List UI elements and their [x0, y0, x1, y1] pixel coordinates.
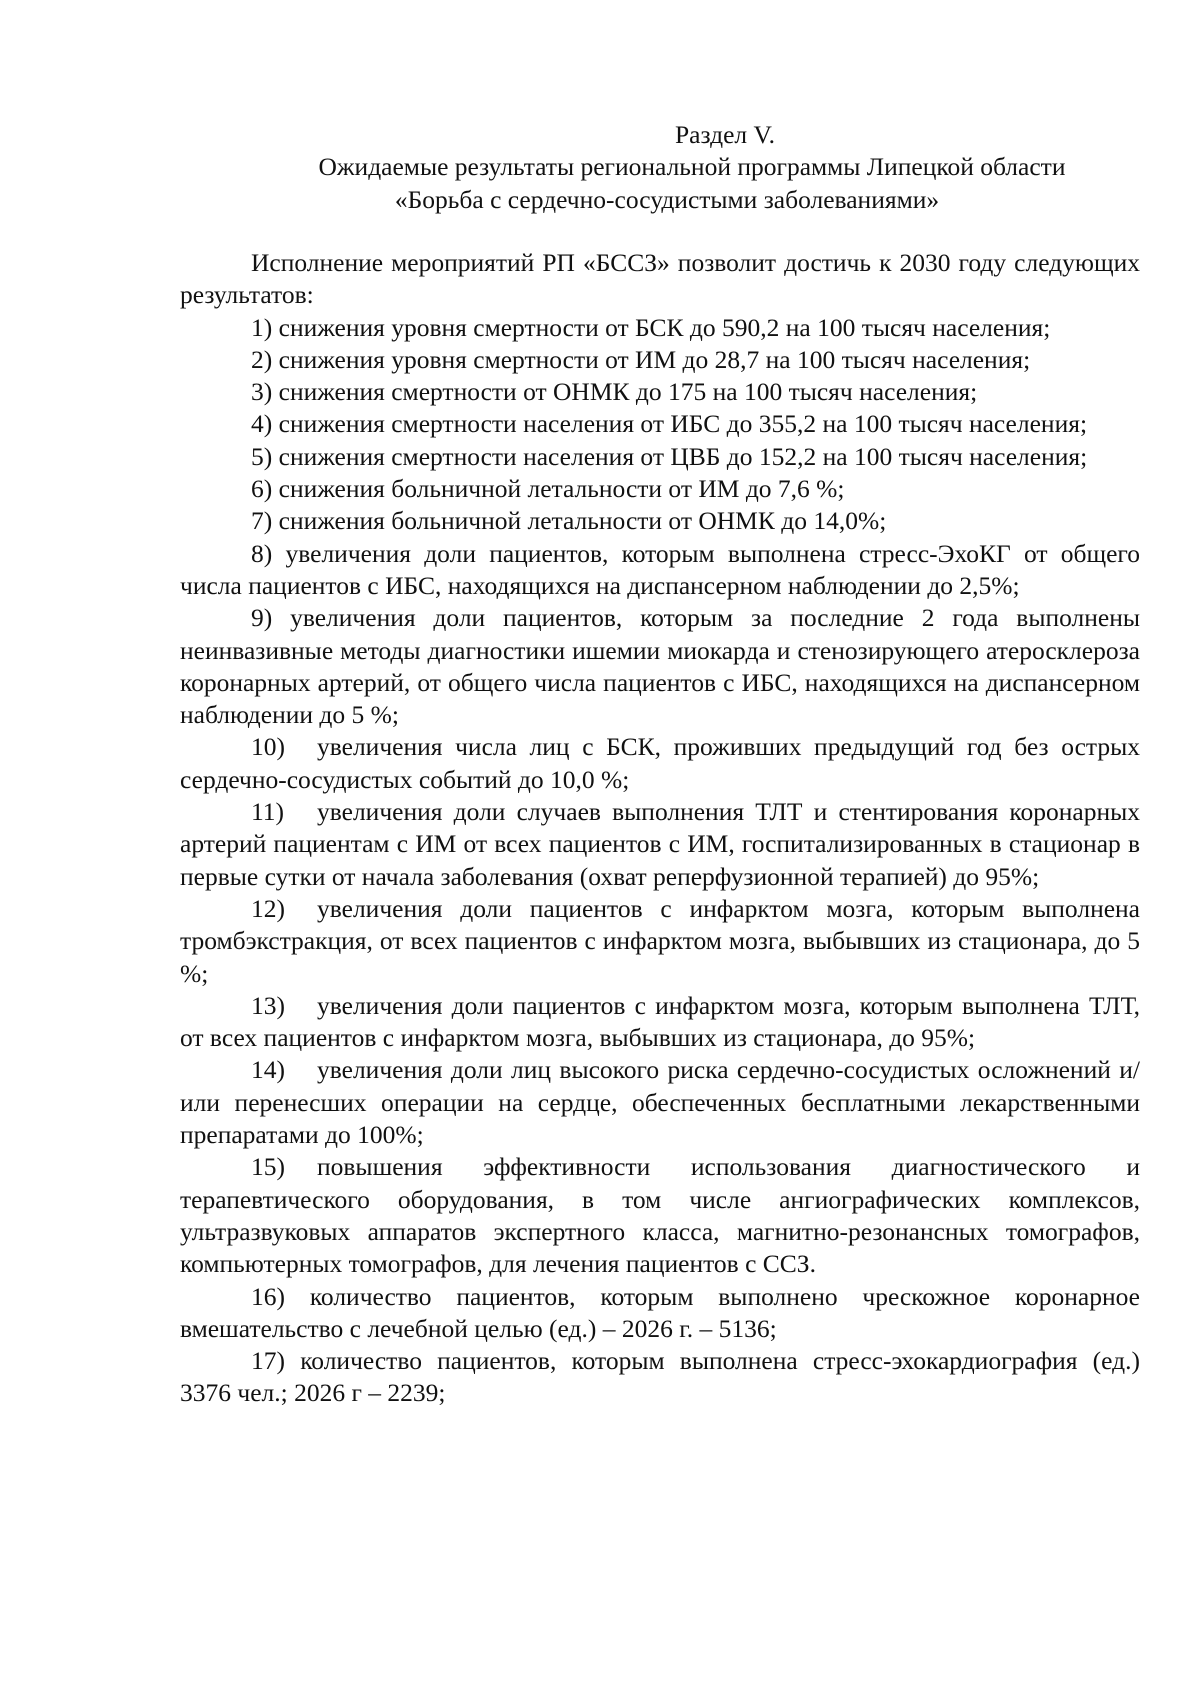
- item-text: увеличения доли пациентов с инфарктом мозга, которым выполнена тромбэкстракция, от всех пациентов с инфарктом мозга, выбывших из стационара, до 5 %;: [180, 893, 1140, 988]
- item-number: 3): [251, 377, 273, 407]
- item-text: увеличения доли пациентов с инфарктом мозга, которым выполнена ТЛТ, от всех пациентов с инфарктом мозга, выбывших из стационара, до 95%;: [180, 990, 1140, 1053]
- list-item: [180, 1151, 1140, 1280]
- item-text: снижения смертности населения от ИБС до 355,2 на 100 тысяч населения;: [278, 409, 1088, 439]
- item-text: снижения смертности от ОНМК до 175 на 100 тысяч населения;: [278, 377, 978, 407]
- item-number: 16): [251, 1281, 285, 1311]
- list-item: [180, 473, 1140, 505]
- item-text: увеличения числа лиц с БСК, проживших предыдущий год без острых сердечно-сосудистых событий до 10,0 %;: [180, 732, 1140, 794]
- list-item: [180, 1054, 1140, 1151]
- item-text: снижения больничной летальности от ОНМК до 14,0%;: [278, 506, 887, 536]
- item-text: увеличения доли пациентов, которым за последние 2 года выполнены неинвазивные методы диагностики ишемии миокарда и стенозирующего атеросклероза коронарных артерий, от общего числа пациентов с ИБС, находящихся на диспансерном наблюдении до 5 %;: [180, 603, 1140, 730]
- list-item: [180, 990, 1140, 1055]
- item-text: снижения смертности населения от ЦВБ до 152,2 на 100 тысяч населения;: [278, 441, 1088, 471]
- item-number: 11): [251, 797, 285, 827]
- section-heading: [180, 119, 1140, 216]
- intro-paragraph: Исполнение мероприятий РП «БССЗ» позволит достичь к 2030 году следующих результатов:: [180, 248, 1140, 310]
- item-number: 1): [251, 312, 273, 342]
- item-number: 6): [251, 474, 273, 504]
- item-number: 14): [251, 1055, 285, 1085]
- document-body: [180, 247, 1140, 1410]
- list-item: [180, 538, 1140, 603]
- item-text: увеличения доли пациентов, которым выполнена стресс-ЭхоКГ от общего числа пациентов с ИБС, находящихся на диспансерном наблюдении до 2,5%;: [180, 538, 1141, 600]
- item-text: снижения уровня смертности от БСК до 590,2 на 100 тысяч населения;: [278, 312, 1051, 342]
- section-number: Раздел V.: [674, 120, 775, 149]
- item-text: увеличения доли лиц высокого риска сердечно-сосудистых осложнений и/или перенесших операции на сердце, обеспеченных бесплатными лекарственными препаратами до 100%;: [180, 1055, 1140, 1150]
- item-number: 2): [251, 344, 273, 374]
- item-number: 10): [251, 732, 285, 762]
- list-item: [180, 312, 1140, 344]
- item-text: количество пациентов, которым выполнена стресс-эхокардиография (ед.) 3376 чел.; 2026 г – 2239;: [180, 1346, 1140, 1408]
- program-name: «Борьба с сердечно-сосудистыми заболеваниями»: [394, 184, 940, 214]
- list-item: [180, 505, 1140, 537]
- item-text: повышения эффективности использования диагностического и терапевтического оборудования, в том числе ангиографических комплексов, ультразвуковых аппаратов экспертного класса, магнитно-резонансных томографов, компьютерных томографов, для лечения пациентов с ССЗ.: [180, 1152, 1140, 1279]
- list-item: [180, 408, 1140, 440]
- item-number: 15): [251, 1152, 285, 1182]
- item-number: 13): [251, 990, 285, 1020]
- item-text: увеличения доли случаев выполнения ТЛТ и стентирования коронарных артерий пациентам с ИМ от всех пациентов с ИМ, госпитализированных в стационар в первые сутки от начала заболевания (охват реперфузионной терапией) до 95%;: [180, 797, 1140, 891]
- list-item: [180, 1281, 1140, 1346]
- section-title: Ожидаемые результаты региональной программы Липецкой области: [318, 152, 1066, 182]
- item-text: снижения уровня смертности от ИМ до 28,7 на 100 тысяч населения;: [278, 344, 1031, 374]
- item-number: 8): [251, 538, 273, 568]
- list-item: [180, 893, 1140, 990]
- list-item: [180, 344, 1140, 376]
- item-number: 4): [251, 409, 273, 439]
- list-item: [180, 1345, 1140, 1410]
- item-number: 17): [251, 1346, 285, 1376]
- list-item: [180, 441, 1140, 473]
- item-number: 12): [251, 893, 285, 923]
- list-item: [180, 731, 1140, 796]
- item-text: количество пациентов, которым выполнено чрескожное коронарное вмешательство с лечебной целью (ед.) – 2026 г. – 5136;: [180, 1281, 1140, 1343]
- list-item: [180, 602, 1140, 731]
- item-number: 9): [251, 603, 273, 633]
- list-item: [180, 376, 1140, 408]
- item-number: 5): [251, 441, 273, 471]
- list-item: [180, 796, 1140, 893]
- item-text: снижения больничной летальности от ИМ до 7,6 %;: [278, 474, 845, 504]
- item-number: 7): [251, 506, 273, 536]
